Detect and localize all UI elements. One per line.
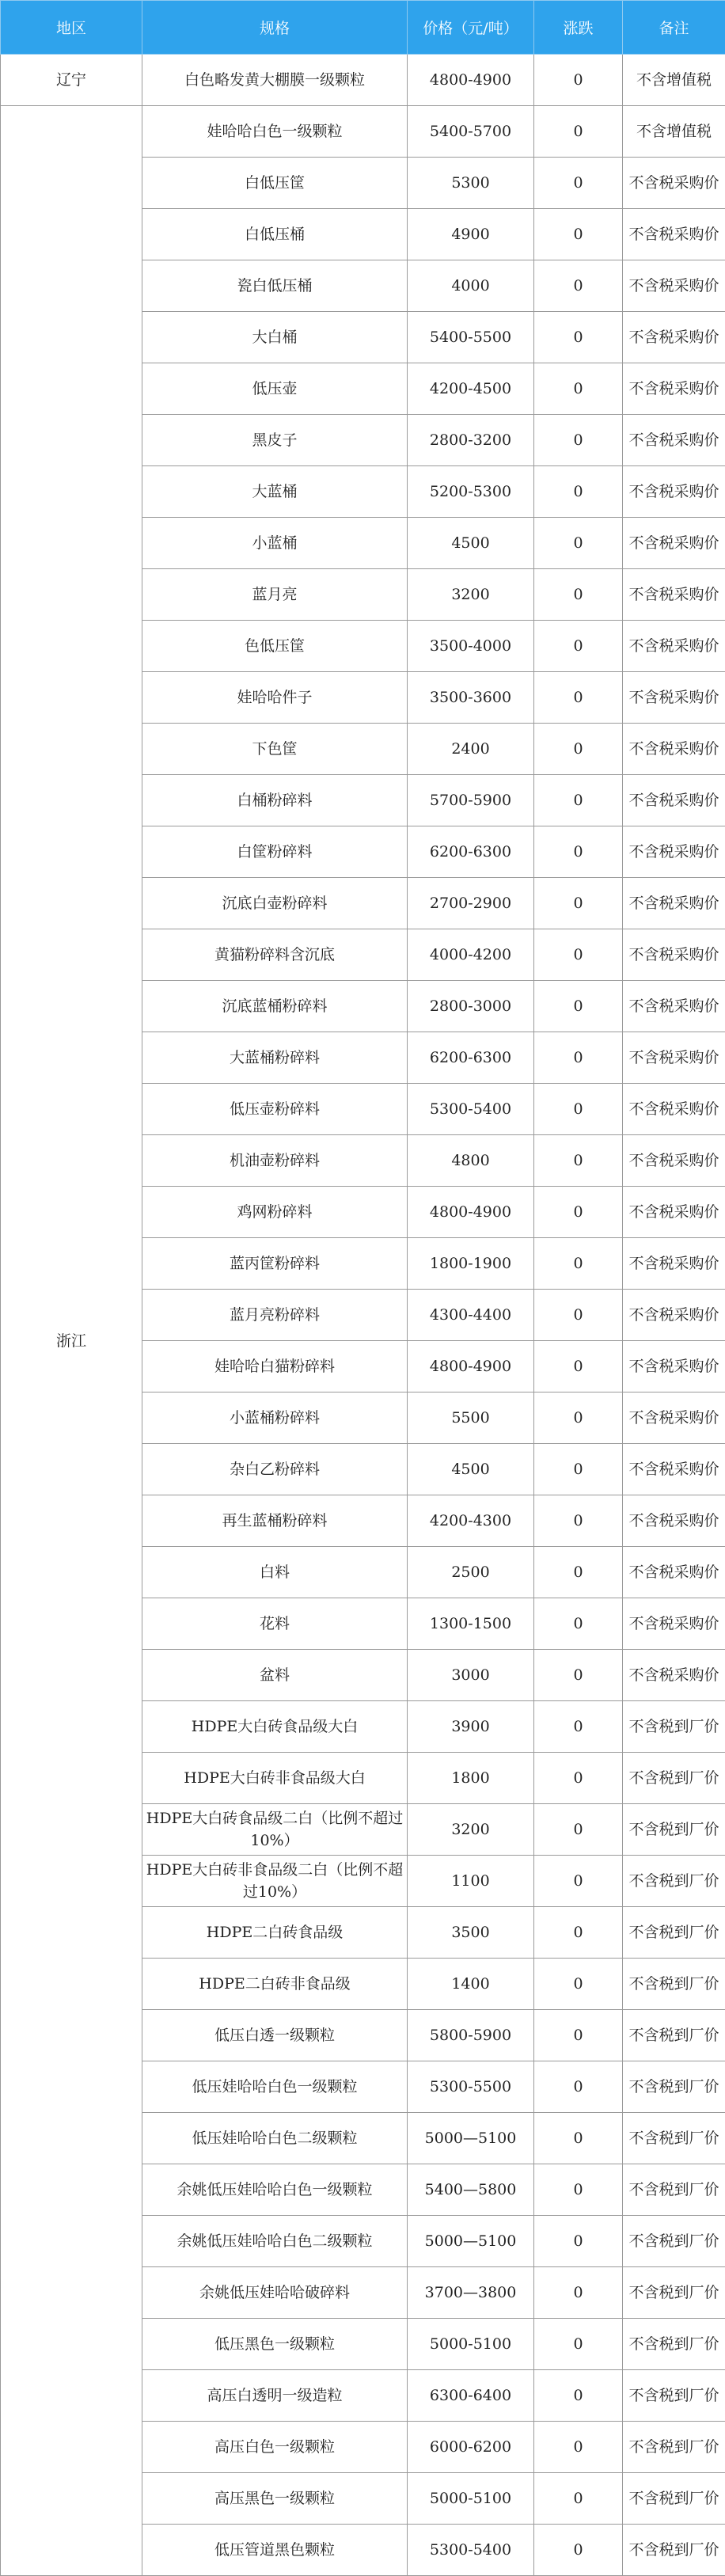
price-cell: 5300 xyxy=(408,158,534,209)
spec-cell: 小蓝桶粉碎料 xyxy=(142,1392,408,1444)
price-cell: 1800 xyxy=(408,1753,534,1804)
note-cell: 不含税到厂价 xyxy=(623,1701,725,1753)
note-cell: 不含税采购价 xyxy=(623,1187,725,1238)
spec-cell: HDPE二白砖食品级 xyxy=(142,1907,408,1959)
spec-cell: 瓷白低压桶 xyxy=(142,260,408,312)
note-cell: 不含税采购价 xyxy=(623,1547,725,1598)
price-cell: 5800-5900 xyxy=(408,2010,534,2061)
price-cell: 3000 xyxy=(408,1650,534,1701)
spec-cell: 娃哈哈白色一级颗粒 xyxy=(142,106,408,158)
spec-cell: 大白桶 xyxy=(142,312,408,363)
change-cell: 0 xyxy=(534,1701,623,1753)
price-cell: 4200-4500 xyxy=(408,363,534,415)
change-cell: 0 xyxy=(534,1084,623,1135)
price-cell: 2700-2900 xyxy=(408,878,534,929)
note-cell: 不含税到厂价 xyxy=(623,2164,725,2216)
spec-cell: 杂白乙粉碎料 xyxy=(142,1444,408,1495)
change-cell: 0 xyxy=(534,55,623,106)
change-cell: 0 xyxy=(534,2216,623,2267)
price-cell: 5000-5100 xyxy=(408,2473,534,2525)
note-cell: 不含税采购价 xyxy=(623,1495,725,1547)
price-cell: 1800-1900 xyxy=(408,1238,534,1290)
note-cell: 不含税到厂价 xyxy=(623,1959,725,2010)
change-cell: 0 xyxy=(534,415,623,466)
change-cell: 0 xyxy=(534,1341,623,1392)
price-cell: 3500-4000 xyxy=(408,621,534,672)
price-cell: 4800-4900 xyxy=(408,55,534,106)
table-row xyxy=(1,106,725,158)
change-cell: 0 xyxy=(534,2370,623,2422)
price-cell: 4900 xyxy=(408,209,534,260)
note-cell: 不含税采购价 xyxy=(623,1238,725,1290)
price-cell: 2400 xyxy=(408,724,534,775)
change-cell: 0 xyxy=(534,775,623,826)
change-cell: 0 xyxy=(534,1444,623,1495)
spec-cell: 大蓝桶 xyxy=(142,466,408,518)
spec-cell: 高压白色一级颗粒 xyxy=(142,2422,408,2473)
spec-cell: 余姚低压娃哈哈白色一级颗粒 xyxy=(142,2164,408,2216)
spec-cell: 小蓝桶 xyxy=(142,518,408,569)
note-cell: 不含税到厂价 xyxy=(623,1856,725,1907)
price-cell: 3500-3600 xyxy=(408,672,534,724)
spec-cell: 娃哈哈件子 xyxy=(142,672,408,724)
region-cell: 浙江 xyxy=(1,106,142,2576)
spec-cell: 白筐粉碎料 xyxy=(142,826,408,878)
price-cell: 4200-4300 xyxy=(408,1495,534,1547)
price-cell: 6200-6300 xyxy=(408,1032,534,1084)
header-price: 价格（元/吨） xyxy=(408,1,534,55)
change-cell: 0 xyxy=(534,1135,623,1187)
change-cell: 0 xyxy=(534,2164,623,2216)
note-cell: 不含税采购价 xyxy=(623,1032,725,1084)
change-cell: 0 xyxy=(534,826,623,878)
change-cell: 0 xyxy=(534,1804,623,1856)
spec-cell: 鸡网粉碎料 xyxy=(142,1187,408,1238)
spec-cell: 再生蓝桶粉碎料 xyxy=(142,1495,408,1547)
change-cell: 0 xyxy=(534,466,623,518)
change-cell: 0 xyxy=(534,2473,623,2525)
note-cell: 不含税到厂价 xyxy=(623,2473,725,2525)
price-cell: 5400-5500 xyxy=(408,312,534,363)
price-cell: 1300-1500 xyxy=(408,1598,534,1650)
header-note: 备注 xyxy=(623,1,725,55)
region-cell: 辽宁 xyxy=(1,55,142,106)
note-cell: 不含税到厂价 xyxy=(623,2525,725,2576)
change-cell: 0 xyxy=(534,363,623,415)
spec-cell: HDPE大白砖非食品级二白（比例不超过10%） xyxy=(142,1856,408,1907)
spec-cell: HDPE大白砖非食品级大白 xyxy=(142,1753,408,1804)
spec-cell: 白料 xyxy=(142,1547,408,1598)
price-cell: 3900 xyxy=(408,1701,534,1753)
spec-cell: HDPE大白砖食品级大白 xyxy=(142,1701,408,1753)
spec-cell: 高压黑色一级颗粒 xyxy=(142,2473,408,2525)
spec-cell: 黄猫粉碎料含沉底 xyxy=(142,929,408,981)
note-cell: 不含税采购价 xyxy=(623,1341,725,1392)
price-cell: 5000-5100 xyxy=(408,2319,534,2370)
change-cell: 0 xyxy=(534,2525,623,2576)
price-cell: 5300-5500 xyxy=(408,2061,534,2113)
spec-cell: 盆料 xyxy=(142,1650,408,1701)
note-cell: 不含增值税 xyxy=(623,55,725,106)
change-cell: 0 xyxy=(534,672,623,724)
change-cell: 0 xyxy=(534,2113,623,2164)
change-cell: 0 xyxy=(534,260,623,312)
note-cell: 不含税采购价 xyxy=(623,1084,725,1135)
note-cell: 不含税采购价 xyxy=(623,1135,725,1187)
spec-cell: 下色筐 xyxy=(142,724,408,775)
change-cell: 0 xyxy=(534,878,623,929)
note-cell: 不含税到厂价 xyxy=(623,2267,725,2319)
price-cell: 6200-6300 xyxy=(408,826,534,878)
note-cell: 不含税到厂价 xyxy=(623,2113,725,2164)
note-cell: 不含税采购价 xyxy=(623,826,725,878)
spec-cell: 白桶粉碎料 xyxy=(142,775,408,826)
note-cell: 不含税到厂价 xyxy=(623,1804,725,1856)
price-cell: 5000—5100 xyxy=(408,2113,534,2164)
note-cell: 不含税采购价 xyxy=(623,1392,725,1444)
price-cell: 4800-4900 xyxy=(408,1187,534,1238)
note-cell: 不含税到厂价 xyxy=(623,2061,725,2113)
price-cell: 1400 xyxy=(408,1959,534,2010)
price-cell: 4300-4400 xyxy=(408,1290,534,1341)
table-body xyxy=(1,55,725,2576)
change-cell: 0 xyxy=(534,1650,623,1701)
spec-cell: 大蓝桶粉碎料 xyxy=(142,1032,408,1084)
note-cell: 不含税采购价 xyxy=(623,1444,725,1495)
price-cell: 4800-4900 xyxy=(408,1341,534,1392)
change-cell: 0 xyxy=(534,1598,623,1650)
spec-cell: 白低压筐 xyxy=(142,158,408,209)
price-cell: 2800-3000 xyxy=(408,981,534,1032)
price-cell: 4000 xyxy=(408,260,534,312)
note-cell: 不含税到厂价 xyxy=(623,1753,725,1804)
change-cell: 0 xyxy=(534,1547,623,1598)
change-cell: 0 xyxy=(534,106,623,158)
change-cell: 0 xyxy=(534,2061,623,2113)
price-cell: 3700—3800 xyxy=(408,2267,534,2319)
note-cell: 不含税采购价 xyxy=(623,672,725,724)
price-cell: 4800 xyxy=(408,1135,534,1187)
spec-cell: HDPE大白砖食品级二白（比例不超过10%） xyxy=(142,1804,408,1856)
change-cell: 0 xyxy=(534,1290,623,1341)
spec-cell: 沉底白壶粉碎料 xyxy=(142,878,408,929)
change-cell: 0 xyxy=(534,2010,623,2061)
note-cell: 不含税采购价 xyxy=(623,466,725,518)
spec-cell: HDPE二白砖非食品级 xyxy=(142,1959,408,2010)
change-cell: 0 xyxy=(534,2267,623,2319)
header-spec: 规格 xyxy=(142,1,408,55)
change-cell: 0 xyxy=(534,724,623,775)
note-cell: 不含税采购价 xyxy=(623,929,725,981)
change-cell: 0 xyxy=(534,1187,623,1238)
price-cell: 3200 xyxy=(408,569,534,621)
spec-cell: 机油壶粉碎料 xyxy=(142,1135,408,1187)
price-cell: 6000-6200 xyxy=(408,2422,534,2473)
change-cell: 0 xyxy=(534,1907,623,1959)
spec-cell: 白色略发黄大棚膜一级颗粒 xyxy=(142,55,408,106)
note-cell: 不含税采购价 xyxy=(623,209,725,260)
spec-cell: 余姚低压娃哈哈白色二级颗粒 xyxy=(142,2216,408,2267)
price-cell: 5700-5900 xyxy=(408,775,534,826)
price-cell: 4000-4200 xyxy=(408,929,534,981)
spec-cell: 低压白透一级颗粒 xyxy=(142,2010,408,2061)
change-cell: 0 xyxy=(534,312,623,363)
note-cell: 不含税采购价 xyxy=(623,775,725,826)
table-row xyxy=(1,55,725,106)
price-cell: 4500 xyxy=(408,518,534,569)
note-cell: 不含税到厂价 xyxy=(623,1907,725,1959)
note-cell: 不含税到厂价 xyxy=(623,2370,725,2422)
note-cell: 不含税采购价 xyxy=(623,363,725,415)
change-cell: 0 xyxy=(534,1856,623,1907)
spec-cell: 白低压桶 xyxy=(142,209,408,260)
note-cell: 不含税到厂价 xyxy=(623,2216,725,2267)
price-cell: 2800-3200 xyxy=(408,415,534,466)
note-cell: 不含税采购价 xyxy=(623,981,725,1032)
change-cell: 0 xyxy=(534,1495,623,1547)
spec-cell: 低压壶粉碎料 xyxy=(142,1084,408,1135)
change-cell: 0 xyxy=(534,209,623,260)
price-cell: 5400-5700 xyxy=(408,106,534,158)
spec-cell: 低压管道黑色颗粒 xyxy=(142,2525,408,2576)
note-cell: 不含税采购价 xyxy=(623,518,725,569)
note-cell: 不含税采购价 xyxy=(623,621,725,672)
note-cell: 不含税到厂价 xyxy=(623,2010,725,2061)
note-cell: 不含税到厂价 xyxy=(623,2319,725,2370)
price-cell: 4500 xyxy=(408,1444,534,1495)
change-cell: 0 xyxy=(534,1032,623,1084)
price-cell: 5200-5300 xyxy=(408,466,534,518)
change-cell: 0 xyxy=(534,2422,623,2473)
note-cell: 不含税采购价 xyxy=(623,1598,725,1650)
note-cell: 不含税到厂价 xyxy=(623,2422,725,2473)
change-cell: 0 xyxy=(534,158,623,209)
price-cell: 5300-5400 xyxy=(408,1084,534,1135)
note-cell: 不含税采购价 xyxy=(623,260,725,312)
change-cell: 0 xyxy=(534,1238,623,1290)
price-cell: 3500 xyxy=(408,1907,534,1959)
change-cell: 0 xyxy=(534,1392,623,1444)
change-cell: 0 xyxy=(534,981,623,1032)
price-cell: 1100 xyxy=(408,1856,534,1907)
price-cell: 5500 xyxy=(408,1392,534,1444)
note-cell: 不含增值税 xyxy=(623,106,725,158)
change-cell: 0 xyxy=(534,621,623,672)
spec-cell: 低压壶 xyxy=(142,363,408,415)
note-cell: 不含税采购价 xyxy=(623,158,725,209)
note-cell: 不含税采购价 xyxy=(623,1290,725,1341)
change-cell: 0 xyxy=(534,2319,623,2370)
note-cell: 不含税采购价 xyxy=(623,569,725,621)
change-cell: 0 xyxy=(534,929,623,981)
spec-cell: 蓝丙筐粉碎料 xyxy=(142,1238,408,1290)
header-region: 地区 xyxy=(1,1,142,55)
spec-cell: 低压娃哈哈白色二级颗粒 xyxy=(142,2113,408,2164)
price-cell: 3200 xyxy=(408,1804,534,1856)
spec-cell: 余姚低压娃哈哈破碎料 xyxy=(142,2267,408,2319)
header-row xyxy=(1,1,725,55)
change-cell: 0 xyxy=(534,1959,623,2010)
price-cell: 6300-6400 xyxy=(408,2370,534,2422)
spec-cell: 蓝月亮粉碎料 xyxy=(142,1290,408,1341)
header-change: 涨跌 xyxy=(534,1,623,55)
change-cell: 0 xyxy=(534,518,623,569)
spec-cell: 沉底蓝桶粉碎料 xyxy=(142,981,408,1032)
spec-cell: 蓝月亮 xyxy=(142,569,408,621)
spec-cell: 低压黑色一级颗粒 xyxy=(142,2319,408,2370)
price-cell: 5300-5400 xyxy=(408,2525,534,2576)
price-cell: 2500 xyxy=(408,1547,534,1598)
note-cell: 不含税采购价 xyxy=(623,312,725,363)
price-cell: 5000—5100 xyxy=(408,2216,534,2267)
spec-cell: 娃哈哈白猫粉碎料 xyxy=(142,1341,408,1392)
change-cell: 0 xyxy=(534,569,623,621)
note-cell: 不含税采购价 xyxy=(623,415,725,466)
table-header xyxy=(1,1,725,55)
spec-cell: 色低压筐 xyxy=(142,621,408,672)
price-cell: 5400—5800 xyxy=(408,2164,534,2216)
spec-cell: 高压白透明一级造粒 xyxy=(142,2370,408,2422)
note-cell: 不含税采购价 xyxy=(623,1650,725,1701)
note-cell: 不含税采购价 xyxy=(623,878,725,929)
spec-cell: 花料 xyxy=(142,1598,408,1650)
spec-cell: 黑皮子 xyxy=(142,415,408,466)
spec-cell: 低压娃哈哈白色一级颗粒 xyxy=(142,2061,408,2113)
note-cell: 不含税采购价 xyxy=(623,724,725,775)
change-cell: 0 xyxy=(534,1753,623,1804)
